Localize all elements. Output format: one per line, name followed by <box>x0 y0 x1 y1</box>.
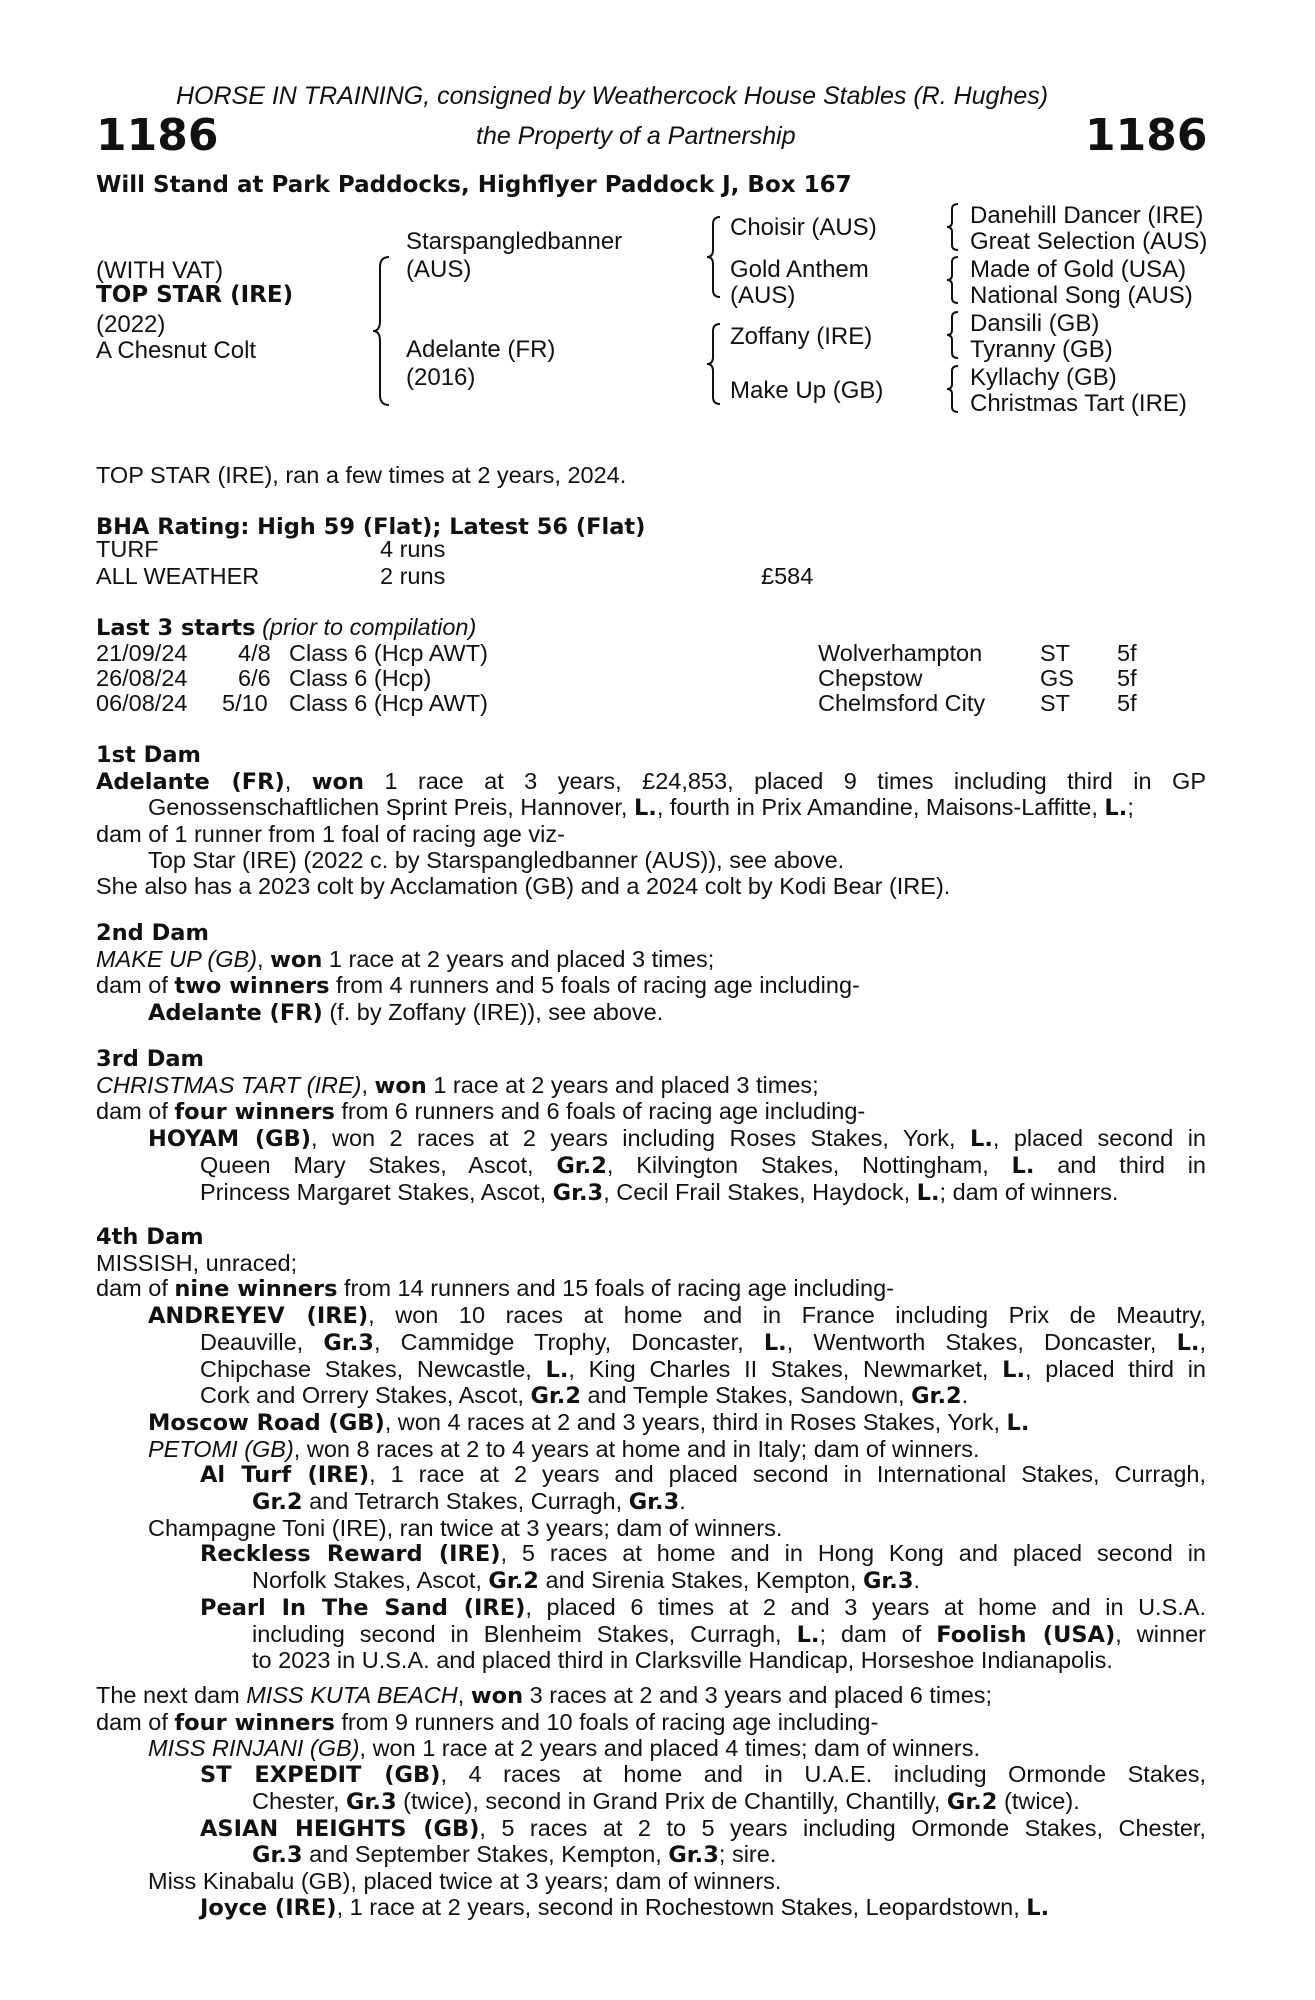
start-pos-2: 6/6 <box>238 665 271 691</box>
expedit-name: ST EXPEDIT (GB) <box>200 1762 441 1789</box>
expedit-t2a: Chester, <box>252 1787 347 1814</box>
petomi-name: PETOMI (GB) <box>148 1435 294 1462</box>
start-course-2: Chepstow <box>818 665 923 691</box>
horse-name: TOP STAR (IRE) <box>96 282 294 308</box>
horse-description: A Chesnut Colt <box>96 337 257 364</box>
grade-3: Gr.3 <box>552 1179 604 1206</box>
grade-2: Gr.2 <box>911 1383 962 1410</box>
grade-listed: L. <box>1026 1894 1050 1921</box>
moscow-name: Moscow Road (GB) <box>148 1409 385 1436</box>
start-going-2: GS <box>1040 665 1074 691</box>
pearl-t2c: , winner <box>1115 1620 1206 1647</box>
pearl-t3: to 2023 in U.S.A. and placed third in Clarksville Handicap, Horseshoe Indianapolis. <box>252 1647 1113 1674</box>
pedigree-brace-g3-3 <box>946 310 960 360</box>
ped-ssd: Great Selection (AUS) <box>970 228 1208 255</box>
grade-listed: L. <box>763 1329 787 1356</box>
nextdam-name: MISS KUTA BEACH <box>246 1682 458 1708</box>
second-dam-t3a: Adelante (FR) <box>148 1000 323 1027</box>
first-dam-section: 1st Dam Adelante (FR), won 1 race at 3 years, £24,853, placed 9 times including third in GP Genossenschaftlichen Sprint Preis, Hannover, L., fourth in Prix Amandine, Maisons-Laffitte, L.; dam of 1 runner from 1 foal of racing age viz- Top Star (IRE) (2022 c. by Starspangledbanner (AUS)), see above. She also has a 2023 colt by Acclamation (GB) and a 2024 colt by Kodi Bear (IRE). <box>96 742 1206 899</box>
first-dam-text2: Genossenschaftlichen Sprint Preis, Hannover, <box>148 794 634 821</box>
fourth-dam-t2c: from 14 runners and 15 foals of racing age including- <box>337 1275 894 1302</box>
last-starts-title: Last 3 starts <box>96 615 256 641</box>
next-dam-section <box>96 1683 1206 1921</box>
lot-number-left: 1186 <box>96 110 219 161</box>
aw-label: ALL WEATHER <box>96 563 260 589</box>
ped-sdd: National Song (AUS) <box>970 282 1193 309</box>
turf-label: TURF <box>96 536 159 562</box>
grade-3: Gr.3 <box>346 1788 397 1815</box>
aw-prize: £584 <box>761 563 814 589</box>
last-starts-note: (prior to compilation) <box>262 614 477 640</box>
pedigree-brace-sire <box>706 215 722 299</box>
third-dam-section: 3rd Dam CHRISTMAS TART (IRE), won 1 race at 2 years and placed 3 times; dam of four winners from 6 runners and 6 foals of racing age including- HOYAM (GB), won 2 races at 2 years including Roses Stakes, York, L., placed second in Queen Mary Stakes, Ascot, Gr.2, Kilvington Stakes, Nottingham, L. and third in Princess Margaret Stakes, Ascot, Gr.3, Cecil Frail Stakes, Haydock, L.; dam of winners. <box>96 1046 1206 1206</box>
andreyev-t3c: , placed third in <box>1025 1355 1206 1382</box>
fourth-dam-heading: 4th Dam <box>96 1224 204 1250</box>
expedit-t2b: (twice), second in Grand Prix de Chantilly, Chantilly, <box>396 1787 947 1814</box>
champagne-toni: Champagne Toni (IRE), ran twice at 3 years; dam of winners. <box>148 1514 783 1541</box>
nextdam-t2b: four winners <box>174 1709 335 1736</box>
pedigree-brace-main <box>372 255 392 407</box>
sire-dam-line1: Gold Anthem <box>730 256 869 283</box>
sire-name-line1: Starspangledbanner <box>406 228 623 255</box>
grade-listed: L. <box>916 1179 940 1206</box>
fourth-dam-t2b: nine winners <box>174 1276 338 1303</box>
dam-name-line2: (2016) <box>406 364 476 391</box>
alturf-name: Al Turf (IRE) <box>200 1462 370 1489</box>
dam-dam: Make Up (GB) <box>730 377 884 404</box>
reckless-t1: , 5 races at home and in Hong Kong and placed second in <box>500 1540 1207 1567</box>
second-dam-t3b: (f. by Zoffany (IRE)), see above. <box>322 999 664 1026</box>
start-course-3: Chelmsford City <box>818 690 986 716</box>
grade-2: Gr.2 <box>530 1383 581 1410</box>
aw-runs: 2 runs <box>380 563 446 589</box>
grade-listed: L. <box>545 1356 569 1383</box>
grade-2: Gr.2 <box>252 1489 303 1516</box>
third-dam-t2a: dam of <box>96 1098 175 1125</box>
ped-dss: Dansili (GB) <box>970 310 1100 337</box>
reckless-t2b: and Sirenia Stakes, Kempton, <box>538 1567 863 1594</box>
property-line: the Property of a Partnership <box>476 122 796 150</box>
grade-3: Gr.3 <box>862 1568 914 1595</box>
pedigree-brace-g3-4 <box>946 364 960 414</box>
grade-listed: L. <box>796 1621 820 1648</box>
first-dam-text3: dam of 1 runner from 1 foal of racing age viz- <box>96 821 565 848</box>
pedigree-brace-g3-2 <box>946 255 960 305</box>
asian-t2b: and September Stakes, Kempton, <box>302 1841 669 1868</box>
start-race-3: Class 6 (Hcp AWT) <box>289 690 488 716</box>
last-starts-heading <box>96 615 476 642</box>
ped-dsd: Tyranny (GB) <box>970 336 1113 363</box>
asian-name: ASIAN HEIGHTS (GB) <box>200 1815 480 1842</box>
nextdam-t2c: from 9 runners and 10 foals of racing age including- <box>334 1708 879 1735</box>
reckless-name: Reckless Reward (IRE) <box>200 1541 501 1568</box>
pearl-t2b: ; dam of <box>819 1620 937 1647</box>
ped-dds: Kyllachy (GB) <box>970 364 1117 391</box>
grade-listed: L. <box>1176 1329 1200 1356</box>
nextdam-t2a: dam of <box>96 1708 175 1735</box>
grade-listed: L. <box>1011 1152 1035 1179</box>
grade-3: Gr.3 <box>252 1842 303 1869</box>
andreyev-t2b: , Cammidge Trophy, Doncaster, <box>373 1328 764 1355</box>
joyce-t1: , 1 race at 2 years, second in Rochestown Stakes, Leopardstown, <box>336 1893 1027 1920</box>
andreyev-t2a: Deauville, <box>200 1328 324 1355</box>
hoyam-t2c: and third in <box>1034 1151 1206 1178</box>
sire-dam-line2: (AUS) <box>730 282 796 309</box>
nextdam-t1c: 3 races at 2 and 3 years and placed 6 times; <box>523 1682 993 1708</box>
rinjani-t1: , won 1 race at 2 years and placed 4 times; dam of winners. <box>359 1735 980 1762</box>
start-pos-1: 4/8 <box>238 640 271 666</box>
hoyam-t1b: , placed second in <box>992 1125 1206 1152</box>
hoyam-t2a: Queen Mary Stakes, Ascot, <box>200 1151 557 1178</box>
andreyev-t4c: . <box>961 1382 969 1409</box>
third-dam-t2b: four winners <box>174 1099 335 1126</box>
hoyam-t1: , won 2 races at 2 years including Roses Stakes, York, <box>311 1125 970 1152</box>
alturf-t1: , 1 race at 2 years and placed second in International Stakes, Curragh, <box>369 1461 1206 1488</box>
start-dist-2: 5f <box>1117 665 1137 691</box>
first-dam-name: Adelante (FR) <box>96 768 285 795</box>
grade-listed: L. <box>1002 1356 1026 1383</box>
second-dam-heading: 2nd Dam <box>96 920 209 946</box>
start-date: 21/09/24 <box>96 640 188 666</box>
start-dist-3: 5f <box>1117 690 1137 716</box>
third-dam-text1: 1 race at 2 years and placed 3 times; <box>426 1071 819 1098</box>
andreyev-t1: , won 10 races at home and in France including Prix de Meautry, <box>368 1302 1206 1329</box>
first-dam-text5: She also has a 2023 colt by Acclamation (GB) and a 2024 colt by Kodi Bear (IRE). <box>96 872 951 899</box>
hoyam-t3b: , Cecil Frail Stakes, Haydock, <box>603 1178 917 1205</box>
start-date-3: 06/08/24 <box>96 690 188 716</box>
hoyam-t2b: , Kilvington Stakes, Nottingham, <box>606 1151 1012 1178</box>
foolish-name: Foolish (USA) <box>936 1621 1116 1648</box>
grade-2: Gr.2 <box>488 1568 539 1595</box>
hoyam-name: HOYAM (GB) <box>148 1126 312 1153</box>
start-dist-1: 5f <box>1117 640 1137 666</box>
andreyev-t3b: , King Charles II Stakes, Newmarket, <box>568 1355 1003 1382</box>
grade-3: Gr.3 <box>628 1489 680 1516</box>
racing-summary: TOP STAR (IRE), ran a few times at 2 years, 2024. <box>96 462 627 488</box>
sire-name-line2: (AUS) <box>406 256 472 283</box>
expedit-t2c: (twice). <box>997 1787 1080 1814</box>
andreyev-t2c: , Wentworth Stakes, Doncaster, <box>786 1328 1177 1355</box>
start-race-1: Class 6 (Hcp AWT) <box>289 640 488 666</box>
hoyam-t3a: Princess Margaret Stakes, Ascot, <box>200 1178 553 1205</box>
second-dam-t2c: from 4 runners and 5 foals of racing age including- <box>329 972 860 999</box>
third-dam-heading: 3rd Dam <box>96 1046 204 1072</box>
andreyev-t3a: Chipchase Stakes, Newcastle, <box>200 1355 546 1382</box>
start-pos-3: 5/10 <box>222 690 268 716</box>
grade-2: Gr.2 <box>946 1788 998 1815</box>
start-going-3: ST <box>1040 690 1071 716</box>
second-dam-t2b: two winners <box>174 973 330 1000</box>
start-row-1 <box>96 641 187 667</box>
second-dam-t2a: dam of <box>96 972 175 999</box>
kinabalu-text: Miss Kinabalu (GB), placed twice at 3 years; dam of winners. <box>148 1867 782 1894</box>
dam-sire: Zoffany (IRE) <box>730 323 873 350</box>
grade-listed: L. <box>1104 795 1128 822</box>
start-race-2: Class 6 (Hcp) <box>289 665 432 691</box>
nextdam-t1b: , <box>457 1682 471 1708</box>
hoyam-t3c: ; dam of winners. <box>939 1178 1119 1205</box>
dam-name-line1: Adelante (FR) <box>406 336 556 363</box>
fourth-dam-l1: MISSISH, unraced; <box>96 1249 298 1276</box>
lot-number-right: 1186 <box>1085 110 1208 161</box>
grade-listed: L. <box>1006 1409 1030 1436</box>
nextdam-won: won <box>470 1683 524 1709</box>
grade-2: Gr.2 <box>556 1152 607 1179</box>
first-dam-text2c: ; <box>1127 794 1134 821</box>
start-course-1: Wolverhampton <box>818 640 983 666</box>
pedigree-brace-dam <box>706 322 722 406</box>
grade-listed: L. <box>633 795 657 822</box>
ped-sss: Danehill Dancer (IRE) <box>970 202 1204 229</box>
pedigree-brace-g3-1 <box>946 202 960 252</box>
second-dam-section: 2nd Dam MAKE UP (GB), won 1 race at 2 years and placed 3 times; dam of two winners from 4 runners and 5 foals of racing age including- Adelante (FR) (f. by Zoffany (IRE)), see above. <box>96 920 860 1027</box>
pearl-t1: , placed 6 times at 2 and 3 years at home and in U.S.A. <box>525 1593 1206 1620</box>
second-dam-won: won <box>270 946 323 973</box>
stand-location: Will Stand at Park Paddocks, Highflyer Paddock J, Box 167 <box>96 172 852 198</box>
consignment-line: HORSE IN TRAINING, consigned by Weathercock House Stables (R. Hughes) <box>176 82 1049 110</box>
andreyev-t4b: and Temple Stakes, Sandown, <box>581 1382 912 1409</box>
andreyev-t2d: , <box>1199 1328 1206 1355</box>
andreyev-t4a: Cork and Orrery Stakes, Ascot, <box>200 1382 531 1409</box>
grade-3: Gr.3 <box>668 1842 719 1869</box>
nextdam-t1a: The next dam <box>96 1682 247 1708</box>
asian-t1: , 5 races at 2 to 5 years including Ormonde Stakes, Chester, <box>479 1814 1206 1841</box>
second-dam-text1: 1 race at 2 years and placed 3 times; <box>322 945 715 972</box>
petomi-t1: , won 8 races at 2 to 4 years at home and in Italy; dam of winners. <box>293 1435 980 1462</box>
expedit-t1: , 4 races at home and in U.A.E. including Ormonde Stakes, <box>440 1761 1206 1788</box>
second-dam-name: MAKE UP (GB) <box>96 945 258 972</box>
rinjani-name: MISS RINJANI (GB) <box>148 1735 360 1762</box>
third-dam-name: CHRISTMAS TART (IRE) <box>96 1071 362 1098</box>
vat-note: (WITH VAT) <box>96 257 224 284</box>
bha-rating: BHA Rating: High 59 (Flat); Latest 56 (Flat) <box>96 514 646 540</box>
reckless-t2a: Norfolk Stakes, Ascot, <box>252 1567 489 1594</box>
ped-ddd: Christmas Tart (IRE) <box>970 390 1187 417</box>
pearl-t2a: including second in Blenheim Stakes, Curragh, <box>252 1620 797 1647</box>
first-dam-heading: 1st Dam <box>96 742 201 768</box>
third-dam-won: won <box>374 1072 427 1099</box>
fourth-dam-t2a: dam of <box>96 1275 175 1302</box>
ped-sds: Made of Gold (USA) <box>970 256 1187 283</box>
andreyev-name: ANDREYEV (IRE) <box>148 1303 369 1330</box>
joyce-name: Joyce (IRE) <box>200 1894 337 1921</box>
asian-t2c: ; sire. <box>718 1841 777 1868</box>
first-dam-won: won <box>311 768 364 795</box>
grade-listed: L. <box>969 1126 993 1153</box>
start-date-2: 26/08/24 <box>96 665 188 691</box>
sire-sire: Choisir (AUS) <box>730 214 877 241</box>
fourth-dam-section: 4th Dam MISSISH, unraced; dam of nine winners from 14 runners and 15 foals of racing age including- ANDREYEV (IRE), won 10 races at home and in France including Prix de Meautry, Deauville, Gr.3, Cammidge Trophy, Doncaster, L., Wentworth Stakes, Doncaster, L., Chipchase Stakes, Newcastle, L., King Charles II Stakes, Newmarket, L., placed third in Cork and Orrery Stakes, Ascot, Gr.2 and Temple Stakes, Sandown, Gr.2. Moscow Road (GB), won 4 races at 2 and 3 years, third in Roses Stakes, York, L. PETOMI (GB), won 8 races at 2 to 4 years at home and in Italy; dam of winners. Al Turf (IRE), 1 race at 2 years and placed second in International Stakes, Curragh, Gr.2 and Tetrarch Stakes, Curragh, Gr.3. Champagne Toni (IRE), ran twice at 3 years; dam of winners. Reckless Reward (IRE), 5 races at home and in Hong Kong and placed second in Norfolk Stakes, Ascot, Gr.2 and Sirenia Stakes, Kempton, Gr.3. Pearl In The Sand (IRE), placed 6 times at 2 and 3 years at home and in U.S.A. including second in Blenheim Stakes, Curragh, L.; dam of Foolish (USA), winner to 2023 in U.S.A. and placed third in Clarksville Handicap, Horseshoe Indianapolis. <box>96 1224 1207 1674</box>
moscow-t1: , won 4 races at 2 and 3 years, third in Roses Stakes, York, <box>384 1408 1007 1435</box>
third-dam-t2c: from 6 runners and 6 foals of racing age including- <box>334 1098 866 1125</box>
first-dam-text4: Top Star (IRE) (2022 c. by Starspangledbanner (AUS)), see above. <box>148 846 845 873</box>
grade-3: Gr.3 <box>323 1329 374 1356</box>
alturf-t2b: and Tetrarch Stakes, Curragh, <box>302 1488 629 1515</box>
pearl-name: Pearl In The Sand (IRE) <box>200 1594 526 1621</box>
first-dam-text2b: , fourth in Prix Amandine, Maisons-Laffitte, <box>656 794 1105 821</box>
start-going-1: ST <box>1040 640 1071 666</box>
first-dam-text1: 1 race at 3 years, £24,853, placed 9 times including third in GP <box>363 767 1206 794</box>
horse-year: (2022) <box>96 311 166 338</box>
turf-runs: 4 runs <box>380 536 446 562</box>
